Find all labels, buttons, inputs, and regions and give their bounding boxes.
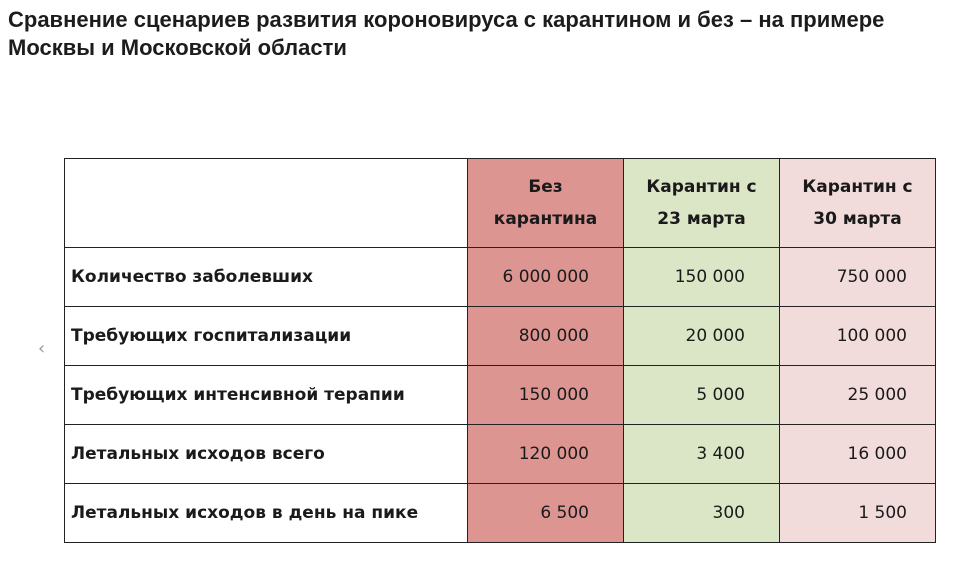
cell-quarantine-30: 16 000: [780, 425, 936, 484]
header-text: Карантин с: [646, 177, 757, 197]
row-label: Требующих госпитализации: [65, 307, 468, 366]
cell-quarantine-23: 20 000: [624, 307, 780, 366]
cell-quarantine-30: 1 500: [780, 484, 936, 543]
page-title: Сравнение сценариев развития короновируса с карантином и без – на примере Москвы и Московской области: [8, 7, 885, 60]
header-text: Карантин с: [802, 177, 913, 197]
cell-quarantine-23: 150 000: [624, 248, 780, 307]
table-row: [65, 425, 936, 484]
cell-no-quarantine: 120 000: [468, 425, 624, 484]
row-label: Требующих интенсивной терапии: [65, 366, 468, 425]
header-text: 23 марта: [657, 209, 746, 229]
header-text: 30 марта: [813, 209, 902, 229]
cell-no-quarantine: 6 000 000: [468, 248, 624, 307]
table-row: [65, 366, 936, 425]
chevron-left-icon[interactable]: ‹: [38, 338, 46, 359]
table-row: [65, 248, 936, 307]
cell-quarantine-23: 5 000: [624, 366, 780, 425]
header-quarantine-30-march: [780, 159, 936, 248]
row-label: Летальных исходов в день на пике: [65, 484, 468, 543]
cell-no-quarantine: 6 500: [468, 484, 624, 543]
table-row: [65, 484, 936, 543]
cell-quarantine-30: 25 000: [780, 366, 936, 425]
comparison-table: [64, 158, 936, 543]
cell-no-quarantine: 150 000: [468, 366, 624, 425]
row-label: Количество заболевших: [65, 248, 468, 307]
cell-quarantine-23: 3 400: [624, 425, 780, 484]
cell-quarantine-23: 300: [624, 484, 780, 543]
table-header-row: [65, 159, 936, 248]
table-row: [65, 307, 936, 366]
header-quarantine-23-march: [624, 159, 780, 248]
header-text: Без: [528, 177, 563, 197]
cell-quarantine-30: 100 000: [780, 307, 936, 366]
cell-quarantine-30: 750 000: [780, 248, 936, 307]
cell-no-quarantine: 800 000: [468, 307, 624, 366]
row-label: Летальных исходов всего: [65, 425, 468, 484]
header-empty-cell: [65, 159, 468, 248]
header-text: карантина: [493, 209, 598, 229]
header-no-quarantine: [468, 159, 624, 248]
